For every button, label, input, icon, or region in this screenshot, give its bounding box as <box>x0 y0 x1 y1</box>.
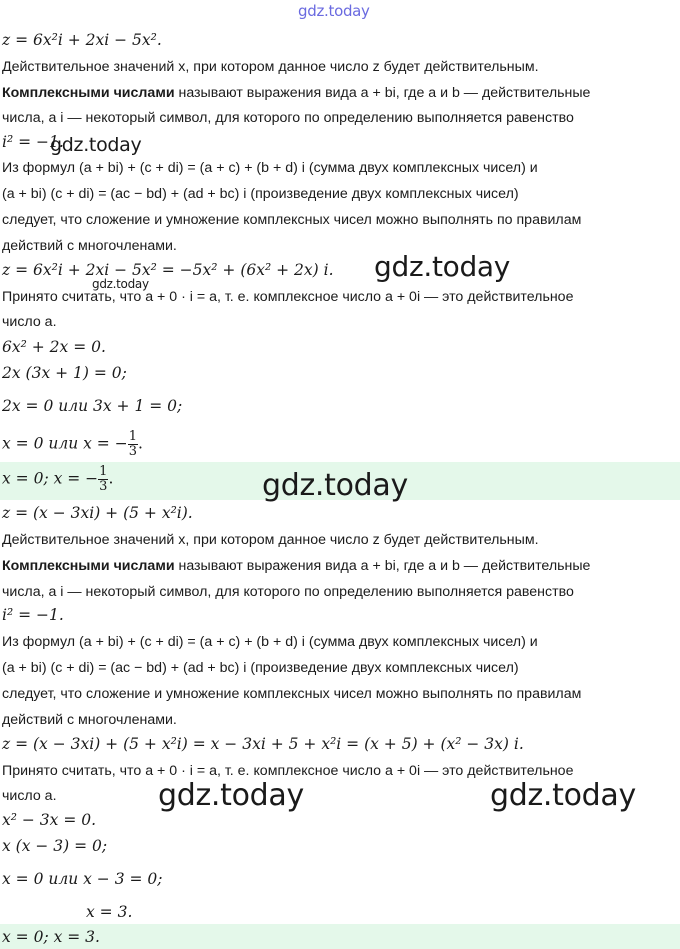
p2-symbol-line: числа, а i — некоторый символ, для которого по определению выполняется равенство <box>2 584 574 600</box>
p1-complex-rest: называют выражения вида a + bi, где a и b — действительные <box>174 85 591 101</box>
watermark-large-4: gdz.today <box>490 778 636 813</box>
p1-complex-term: Комплексными числами <box>2 85 175 101</box>
p1-accepted-1: Принято считать, что a + 0 · i = a, т. е. комплексное число a + 0i — это действительное <box>2 289 574 305</box>
p1-accepted-2: число a. <box>2 314 57 330</box>
p2-answer: x = 0; x = 3. <box>2 928 100 946</box>
answer-highlight-2 <box>0 924 680 949</box>
p1-definition-line: Действительное значений x, при котором данное число z будет действительным. <box>2 59 539 75</box>
p2-step-3: x = 0 или x − 3 = 0; <box>2 870 163 888</box>
watermark-tiny: gdz.today <box>92 277 149 291</box>
p1-complex-definition <box>2 83 590 105</box>
p2-formula-product: (a + bi) (c + di) = (ac − bd) + (ad + bc) i (произведение двух комплексных чисел) <box>2 660 519 676</box>
p1-i-squared: i² = −1. <box>2 133 64 151</box>
watermark-large-1: gdz.today <box>374 250 511 283</box>
p2-complex-term: Комплексными числами <box>2 558 175 574</box>
p2-complex-rest: называют выражения вида a + bi, где a и b — действительные <box>174 558 591 574</box>
p2-accepted-1: Принято считать, что a + 0 · i = a, т. е. комплексное число a + 0i — это действительное <box>2 763 574 779</box>
p1-step-3: 2x = 0 или 3x + 1 = 0; <box>2 397 183 415</box>
p2-step-4: x = 3. <box>86 903 133 921</box>
p1-formula-sum: Из формул (a + bi) + (c + di) = (a + c) + (b + d) i (сумма двух комплексных чисел) и <box>2 160 538 176</box>
p2-accepted-2: число a. <box>2 788 57 804</box>
watermark-large-2: gdz.today <box>262 468 408 503</box>
watermark-large-3: gdz.today <box>158 778 304 813</box>
p1-answer-fraction <box>98 465 108 494</box>
p2-complex-definition <box>2 556 590 578</box>
p2-follows-1: следует, что сложение и умножение комплексных чисел можно выполнять по правилам <box>2 686 582 702</box>
p1-formula-product: (a + bi) (c + di) = (ac − bd) + (ad + bc) i (произведение двух комплексных чисел) <box>2 186 519 202</box>
p2-definition-line: Действительное значений x, при котором данное число z будет действительным. <box>2 532 539 548</box>
p1-follows-2: действий с многочленами. <box>2 238 177 254</box>
p2-equation: z = (x − 3xi) + (5 + x²i). <box>2 504 193 522</box>
p1-step-1: 6x² + 2x = 0. <box>2 338 106 356</box>
p2-expansion: z = (x − 3xi) + (5 + x²i) = x − 3xi + 5 + x²i = (x + 5) + (x² − 3x) i. <box>2 735 524 753</box>
watermark-small-1: gdz.today <box>50 134 142 156</box>
p1-equation: z = 6x²i + 2xi − 5x². <box>2 31 162 49</box>
p2-follows-2: действий с многочленами. <box>2 712 177 728</box>
p1-step-2: 2x (3x + 1) = 0; <box>2 364 127 382</box>
p1-step-4-denominator: 3 <box>128 444 137 459</box>
p1-step-4-text: x = 0 или x = − <box>2 434 128 453</box>
p1-answer-text: x = 0; x = − <box>2 469 99 488</box>
p2-formula-sum: Из формул (a + bi) + (c + di) = (a + c) + (b + d) i (сумма двух комплексных чисел) и <box>2 634 538 650</box>
p1-step-4-fraction <box>128 430 138 459</box>
p2-i-squared: i² = −1. <box>2 606 64 624</box>
p1-follows-1: следует, что сложение и умножение комплексных чисел можно выполнять по правилам <box>2 212 582 228</box>
watermark-top: gdz.today <box>298 2 370 20</box>
p1-expansion: z = 6x²i + 2xi − 5x² = −5x² + (6x² + 2x) i. <box>2 261 334 279</box>
p1-answer-numerator: 1 <box>99 464 108 479</box>
p2-step-2: x (x − 3) = 0; <box>2 837 108 855</box>
p1-symbol-line: числа, а i — некоторый символ, для которого по определению выполняется равенство <box>2 110 574 126</box>
p1-step-4: x = 0 или x = − $\frac{1}{3}$ . <box>2 429 143 459</box>
p1-step-4-numerator: 1 <box>128 429 137 444</box>
p1-answer-denominator: 3 <box>99 479 108 494</box>
p1-answer: x = 0; x = − $\frac{1}{3}$ . <box>2 464 114 494</box>
p2-step-1: x² − 3x = 0. <box>2 811 97 829</box>
